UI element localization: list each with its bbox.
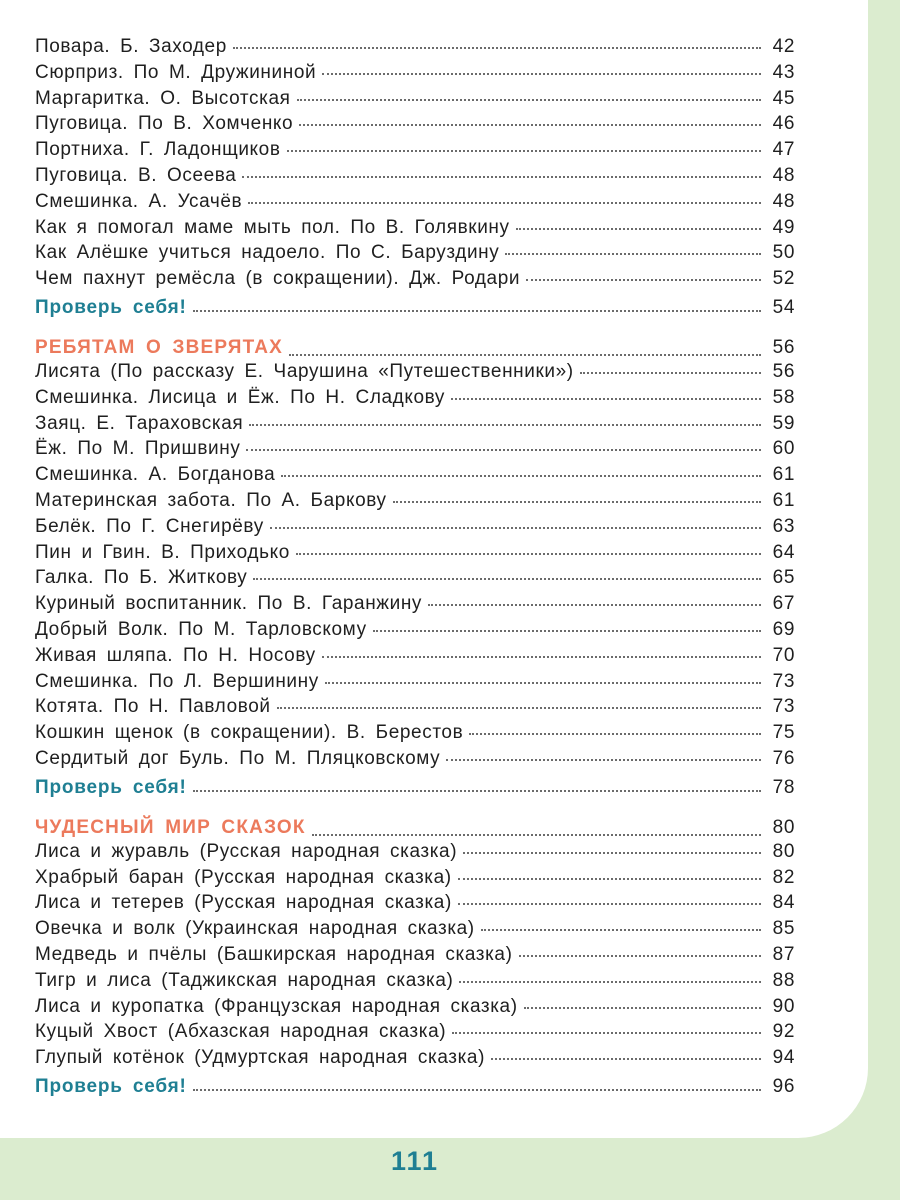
entry-title: Глупый котёнок (Удмуртская народная сказка)	[35, 1047, 486, 1069]
entry-title: Заяц. Е. Тараховская	[35, 412, 244, 434]
toc-entry	[35, 139, 795, 165]
entry-page-number: 73	[772, 696, 795, 718]
toc-entry	[35, 387, 795, 413]
toc-entry	[35, 918, 795, 944]
entry-title: Смешинка. Лисица и Ёж. По Н. Сладкову	[35, 386, 446, 408]
entry-title: Куцый Хвост (Абхазская народная сказка)	[35, 1021, 447, 1043]
entry-title: Галка. По Б. Житкову	[35, 567, 248, 589]
toc-entry	[35, 944, 795, 970]
dot-leader	[463, 852, 761, 854]
dot-leader	[193, 310, 761, 312]
entry-page-number: 70	[772, 644, 795, 666]
toc-entry	[35, 542, 795, 568]
toc-entry	[35, 490, 795, 516]
entry-title: Храбрый баран (Русская народная сказка)	[35, 866, 452, 888]
dot-leader	[459, 981, 761, 983]
toc-entry	[35, 464, 795, 490]
toc-entry	[35, 867, 795, 893]
dot-leader	[452, 1032, 761, 1034]
toc-entry	[35, 892, 795, 918]
entry-page-number: 56	[772, 336, 795, 358]
entry-page-number: 60	[772, 438, 795, 460]
entry-page-number: 45	[772, 87, 795, 109]
entry-title: Проверь себя!	[35, 296, 187, 318]
entry-title: Лиса и журавль (Русская народная сказка)	[35, 840, 458, 862]
dot-leader	[526, 279, 761, 281]
section-heading	[35, 810, 795, 841]
toc-entry	[35, 268, 795, 294]
entry-page-number: 54	[772, 296, 795, 318]
toc-entry	[35, 413, 795, 439]
dot-leader	[246, 449, 761, 451]
dot-leader	[277, 707, 761, 709]
entry-page-number: 43	[772, 61, 795, 83]
entry-page-number: 63	[772, 515, 795, 537]
entry-title: Материнская забота. По А. Баркову	[35, 489, 387, 511]
entry-title: ЧУДЕСНЫЙ МИР СКАЗОК	[35, 816, 306, 838]
dot-leader	[446, 759, 761, 761]
entry-title: Пуговица. По В. Хомченко	[35, 113, 294, 135]
dot-leader	[299, 124, 761, 126]
entry-title: Ёж. По М. Пришвину	[35, 438, 241, 460]
toc-entry	[35, 516, 795, 542]
dot-leader	[428, 604, 761, 606]
entry-title: Белёк. По Г. Снегирёву	[35, 515, 264, 537]
dot-leader	[193, 790, 761, 792]
toc-entry	[35, 996, 795, 1022]
entry-title: Сюрприз. По М. Дружининой	[35, 61, 317, 83]
entry-page-number: 56	[772, 360, 795, 382]
entry-title: Лиса и тетерев (Русская народная сказка)	[35, 892, 452, 914]
dot-leader	[516, 228, 761, 230]
toc-entry	[35, 593, 795, 619]
entry-page-number: 42	[772, 36, 795, 57]
toc-entry	[35, 191, 795, 217]
toc-entry	[35, 722, 795, 748]
entry-title: Проверь себя!	[35, 1075, 187, 1097]
entry-page-number: 61	[772, 489, 795, 511]
entry-page-number: 78	[772, 776, 795, 798]
dot-leader	[469, 733, 761, 735]
toc-entry	[35, 242, 795, 268]
entry-title: Кошкин щенок (в сокращении). В. Берестов	[35, 722, 464, 744]
entry-title: Пин и Гвин. В. Приходько	[35, 541, 290, 563]
dot-leader	[233, 47, 761, 49]
entry-title: Сердитый дог Буль. По М. Пляцковскому	[35, 747, 441, 769]
dot-leader	[322, 656, 761, 658]
toc-entry	[35, 1047, 795, 1073]
entry-title: РЕБЯТАМ О ЗВЕРЯТАХ	[35, 336, 284, 358]
dot-leader	[322, 73, 761, 75]
entry-title: Чем пахнут ремёсла (в сокращении). Дж. Родари	[35, 268, 521, 290]
dot-leader	[580, 372, 761, 374]
entry-page-number: 46	[772, 113, 795, 135]
dot-leader	[519, 955, 761, 957]
dot-leader	[373, 630, 761, 632]
dot-leader	[242, 176, 761, 178]
dot-leader	[524, 1007, 761, 1009]
table-of-contents	[35, 36, 795, 1101]
entry-title: Тигр и лиса (Таджикская народная сказка)	[35, 969, 454, 991]
entry-title: Куриный воспитанник. По В. Гаранжину	[35, 593, 423, 615]
dot-leader	[458, 878, 761, 880]
entry-title: Проверь себя!	[35, 776, 187, 798]
dot-leader	[281, 475, 761, 477]
entry-page-number: 67	[772, 593, 795, 615]
entry-page-number: 76	[772, 747, 795, 769]
entry-title: Смешинка. По Л. Вершинину	[35, 670, 319, 692]
dot-leader	[248, 202, 761, 204]
entry-page-number: 80	[772, 840, 795, 862]
dot-leader	[296, 553, 761, 555]
entry-page-number: 88	[772, 969, 795, 991]
entry-page-number: 87	[772, 943, 795, 965]
entry-title: Повара. Б. Заходер	[35, 36, 227, 57]
entry-title: Портниха. Г. Ладонщиков	[35, 139, 281, 161]
toc-entry	[35, 88, 795, 114]
entry-title: Овечка и волк (Украинская народная сказка)	[35, 918, 475, 940]
entry-page-number: 58	[772, 386, 795, 408]
toc-entry	[35, 361, 795, 387]
entry-page-number: 65	[772, 567, 795, 589]
toc-entry	[35, 696, 795, 722]
dot-leader	[312, 834, 761, 836]
entry-page-number: 49	[772, 216, 795, 238]
toc-entry	[35, 165, 795, 191]
toc-entry	[35, 36, 795, 62]
toc-entry	[35, 970, 795, 996]
toc-entry	[35, 438, 795, 464]
entry-title: Котята. По Н. Павловой	[35, 696, 271, 718]
check-yourself-entry	[35, 294, 795, 322]
toc-entry	[35, 748, 795, 774]
entry-page-number: 59	[772, 412, 795, 434]
toc-entry	[35, 62, 795, 88]
entry-page-number: 61	[772, 464, 795, 486]
dot-leader	[297, 99, 762, 101]
entry-title: Как я помогал маме мыть пол. По В. Голявкину	[35, 216, 510, 238]
dot-leader	[249, 424, 761, 426]
entry-page-number: 84	[772, 892, 795, 914]
dot-leader	[481, 929, 761, 931]
dot-leader	[451, 398, 761, 400]
entry-title: Лисята (По рассказу Е. Чарушина «Путешественники»)	[35, 360, 574, 382]
toc-entry	[35, 567, 795, 593]
entry-title: Смешинка. А. Богданова	[35, 464, 276, 486]
entry-page-number: 48	[772, 164, 795, 186]
entry-page-number: 92	[772, 1021, 795, 1043]
toc-entry	[35, 841, 795, 867]
entry-title: Добрый Волк. По М. Тарловскому	[35, 618, 367, 640]
toc-entry	[35, 671, 795, 697]
section-gap	[35, 802, 795, 810]
dot-leader	[325, 682, 761, 684]
entry-page-number: 80	[772, 816, 795, 838]
entry-page-number: 75	[772, 722, 795, 744]
section-heading	[35, 330, 795, 361]
entry-page-number: 85	[772, 918, 795, 940]
toc-entry	[35, 619, 795, 645]
entry-page-number: 96	[772, 1075, 795, 1097]
toc-entry	[35, 1021, 795, 1047]
section-gap	[35, 322, 795, 330]
entry-title: Живая шляпа. По Н. Носову	[35, 644, 316, 666]
toc-entry	[35, 645, 795, 671]
entry-page-number: 82	[772, 866, 795, 888]
dot-leader	[491, 1058, 761, 1060]
entry-page-number: 90	[772, 995, 795, 1017]
dot-leader	[458, 903, 761, 905]
entry-page-number: 52	[772, 268, 795, 290]
dot-leader	[505, 253, 761, 255]
entry-page-number: 64	[772, 541, 795, 563]
dot-leader	[393, 501, 761, 503]
dot-leader	[253, 578, 761, 580]
entry-page-number: 50	[772, 242, 795, 264]
toc-entry	[35, 217, 795, 243]
entry-page-number: 73	[772, 670, 795, 692]
check-yourself-entry	[35, 1073, 795, 1101]
entry-title: Медведь и пчёлы (Башкирская народная сказка)	[35, 943, 513, 965]
entry-title: Маргаритка. О. Высотская	[35, 87, 291, 109]
entry-page-number: 94	[772, 1047, 795, 1069]
entry-title: Как Алёшке учиться надоело. По С. Баруздину	[35, 242, 500, 264]
entry-page-number: 69	[772, 618, 795, 640]
dot-leader	[287, 150, 761, 152]
toc-entry	[35, 113, 795, 139]
dot-leader	[289, 354, 761, 356]
entry-page-number: 47	[772, 139, 795, 161]
entry-title: Смешинка. А. Усачёв	[35, 190, 243, 212]
dot-leader	[270, 527, 761, 529]
page-number: 111	[390, 1146, 440, 1176]
entry-title: Пуговица. В. Осеева	[35, 164, 237, 186]
entry-title: Лиса и куропатка (Французская народная сказка)	[35, 995, 518, 1017]
dot-leader	[193, 1089, 761, 1091]
check-yourself-entry	[35, 774, 795, 802]
entry-page-number: 48	[772, 190, 795, 212]
